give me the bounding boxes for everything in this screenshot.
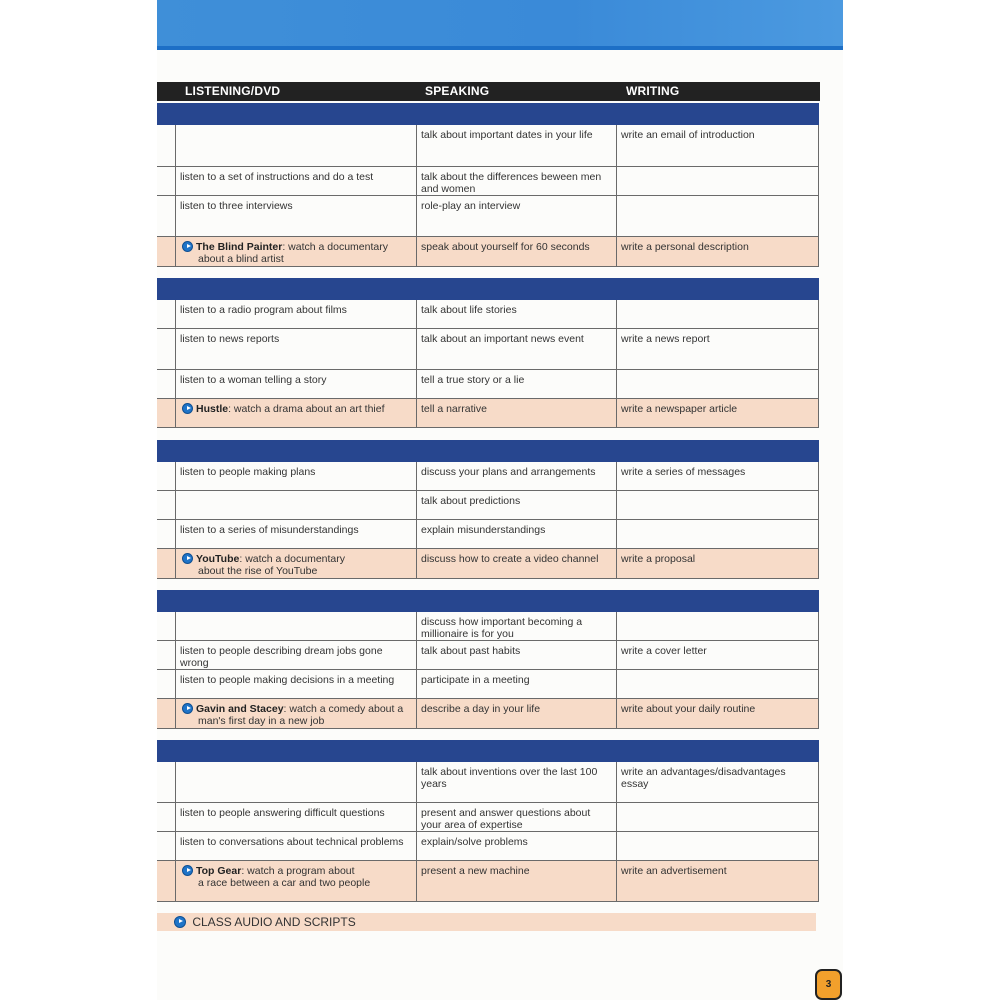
row-gutter xyxy=(157,670,176,698)
speaking-cell xyxy=(417,196,617,236)
writing-text: write a personal description xyxy=(621,241,749,253)
listening-cell xyxy=(176,549,417,578)
speaking-text: talk about inventions over the last 100 years xyxy=(421,766,598,790)
column-header-speaking: SPEAKING xyxy=(425,84,490,98)
table-row xyxy=(157,520,819,549)
speaking-cell xyxy=(417,699,617,728)
speaking-text: tell a true story or a lie xyxy=(421,374,525,386)
listening-cell xyxy=(176,520,417,548)
unit-header-bar xyxy=(157,103,819,125)
writing-text: write a proposal xyxy=(621,553,696,565)
play-circle-icon[interactable] xyxy=(182,703,193,714)
listening-cell xyxy=(176,329,417,369)
dvd-title: Hustle xyxy=(196,403,229,415)
listening-cell xyxy=(176,699,417,728)
listening-cell xyxy=(176,491,417,519)
writing-text: write a series of messages xyxy=(621,466,746,478)
writing-cell xyxy=(617,329,819,369)
writing-cell xyxy=(617,370,819,398)
speaking-cell xyxy=(417,125,617,166)
writing-cell xyxy=(617,641,819,669)
listening-cell xyxy=(176,670,417,698)
dvd-description: : watch a comedy about a xyxy=(283,703,404,715)
column-header-listening: LISTENING/DVD xyxy=(185,84,281,98)
dvd-row xyxy=(157,237,819,267)
row-gutter xyxy=(157,399,176,427)
table-row xyxy=(157,370,819,399)
speaking-text: discuss how to create a video channel xyxy=(421,553,599,565)
row-gutter xyxy=(157,861,176,901)
row-gutter xyxy=(157,491,176,519)
dvd-row xyxy=(157,699,819,729)
row-gutter xyxy=(157,803,176,831)
dvd-row xyxy=(157,399,819,428)
row-gutter xyxy=(157,370,176,398)
table-row xyxy=(157,462,819,491)
row-gutter xyxy=(157,125,176,166)
writing-text: write a news report xyxy=(621,333,710,345)
dvd-title: Gavin and Stacey xyxy=(196,703,284,715)
speaking-cell xyxy=(417,167,617,195)
speaking-text: explain misunderstandings xyxy=(421,524,546,536)
table-row xyxy=(157,803,819,832)
writing-text: write an email of introduction xyxy=(621,129,755,141)
table-row xyxy=(157,491,819,520)
table-row xyxy=(157,670,819,699)
listening-text: listen to a set of instructions and do a test xyxy=(180,171,374,183)
writing-cell xyxy=(617,300,819,328)
listening-cell xyxy=(176,237,417,266)
row-gutter xyxy=(157,300,176,328)
column-header-bar xyxy=(157,82,820,101)
speaking-text: talk about the differences beween men and women xyxy=(421,171,602,195)
class-audio-label: CLASS AUDIO AND SCRIPTS xyxy=(192,915,356,929)
dvd-title: YouTube xyxy=(196,553,240,565)
top-color-band xyxy=(157,0,843,46)
top-band-line xyxy=(157,46,843,50)
speaking-cell xyxy=(417,520,617,548)
dvd-description-line2: a race between a car and two people xyxy=(198,877,371,889)
speaking-text: talk about predictions xyxy=(421,495,521,507)
listening-cell xyxy=(176,612,417,640)
writing-text: write a newspaper article xyxy=(621,403,738,415)
dvd-description: : watch a documentary xyxy=(239,553,345,565)
dvd-description-line2: man's first day in a new job xyxy=(198,715,325,727)
row-gutter xyxy=(157,167,176,195)
dvd-description: : watch a program about xyxy=(241,865,355,877)
listening-text: listen to people answering difficult questions xyxy=(180,807,385,819)
writing-cell xyxy=(617,612,819,640)
listening-text: listen to conversations about technical problems xyxy=(180,836,404,848)
dvd-row xyxy=(157,549,819,579)
writing-text: write an advertisement xyxy=(621,865,727,877)
speaking-text: talk about life stories xyxy=(421,304,517,316)
row-gutter xyxy=(157,641,176,669)
page-number-badge: 3 xyxy=(815,969,842,1000)
writing-text: write an advantages/disadvantages essay xyxy=(621,766,786,790)
speaking-text: tell a narrative xyxy=(421,403,487,415)
play-circle-icon[interactable] xyxy=(182,241,193,252)
writing-cell xyxy=(617,861,819,901)
column-header-writing: WRITING xyxy=(626,84,680,98)
speaking-cell xyxy=(417,329,617,369)
listening-cell xyxy=(176,861,417,901)
speaking-cell xyxy=(417,399,617,427)
row-gutter xyxy=(157,196,176,236)
speaking-cell xyxy=(417,861,617,901)
speaking-cell xyxy=(417,641,617,669)
dvd-row xyxy=(157,861,819,902)
writing-cell xyxy=(617,125,819,166)
dvd-description-line2: about the rise of YouTube xyxy=(198,565,318,577)
speaking-cell xyxy=(417,762,617,802)
table-row xyxy=(157,329,819,370)
writing-cell xyxy=(617,196,819,236)
listening-text: listen to a radio program about films xyxy=(180,304,347,316)
speaking-text: discuss how important becoming a millionaire is for you xyxy=(421,616,583,640)
listening-cell xyxy=(176,196,417,236)
speaking-text: talk about an important news event xyxy=(421,333,584,345)
writing-cell xyxy=(617,762,819,802)
unit-header-bar xyxy=(157,278,819,300)
writing-cell xyxy=(617,520,819,548)
listening-cell xyxy=(176,803,417,831)
speaking-cell xyxy=(417,549,617,578)
writing-cell xyxy=(617,699,819,728)
row-gutter xyxy=(157,612,176,640)
table-row xyxy=(157,167,819,196)
listening-cell xyxy=(176,641,417,669)
listening-cell xyxy=(176,399,417,427)
speaking-cell xyxy=(417,237,617,266)
speaking-text: speak about yourself for 60 seconds xyxy=(421,241,590,253)
dvd-description: : watch a drama about an art thief xyxy=(228,403,385,415)
dvd-description-line2: about a blind artist xyxy=(198,253,284,265)
listening-text: listen to a woman telling a story xyxy=(180,374,327,386)
writing-cell xyxy=(617,399,819,427)
table-row xyxy=(157,832,819,861)
speaking-cell xyxy=(417,491,617,519)
speaking-text: present a new machine xyxy=(421,865,530,877)
listening-cell xyxy=(176,167,417,195)
unit-header-bar xyxy=(157,590,819,612)
writing-cell xyxy=(617,462,819,490)
listening-cell xyxy=(176,762,417,802)
listening-text: listen to people describing dream jobs gone wrong xyxy=(180,645,383,669)
dvd-title: The Blind Painter xyxy=(196,241,283,253)
speaking-text: discuss your plans and arrangements xyxy=(421,466,596,478)
table-row xyxy=(157,196,819,237)
listening-cell xyxy=(176,832,417,860)
table-row xyxy=(157,612,819,641)
table-row xyxy=(157,641,819,670)
speaking-cell xyxy=(417,300,617,328)
listening-text: listen to people making decisions in a meeting xyxy=(180,674,395,686)
row-gutter xyxy=(157,462,176,490)
dvd-description: : watch a documentary xyxy=(282,241,388,253)
table-row xyxy=(157,762,819,803)
speaking-text: talk about important dates in your life xyxy=(421,129,593,141)
table-row xyxy=(157,300,819,329)
writing-text: write about your daily routine xyxy=(621,703,756,715)
class-audio-bar[interactable] xyxy=(157,913,816,931)
speaking-cell xyxy=(417,670,617,698)
play-circle-icon[interactable] xyxy=(182,553,193,564)
play-circle-icon[interactable] xyxy=(182,403,193,414)
listening-text: listen to news reports xyxy=(180,333,280,345)
listening-cell xyxy=(176,370,417,398)
writing-cell xyxy=(617,237,819,266)
speaking-text: talk about past habits xyxy=(421,645,521,657)
writing-cell xyxy=(617,491,819,519)
row-gutter xyxy=(157,832,176,860)
row-gutter xyxy=(157,699,176,728)
speaking-text: present and answer questions about your area of expertise xyxy=(421,807,591,831)
speaking-text: explain/solve problems xyxy=(421,836,528,848)
dvd-title: Top Gear xyxy=(196,865,242,877)
speaking-text: participate in a meeting xyxy=(421,674,530,686)
speaking-text: role-play an interview xyxy=(421,200,521,212)
row-gutter xyxy=(157,329,176,369)
writing-cell xyxy=(617,549,819,578)
unit-header-bar xyxy=(157,740,819,762)
row-gutter xyxy=(157,762,176,802)
listening-text: listen to a series of misunderstandings xyxy=(180,524,359,536)
writing-cell xyxy=(617,832,819,860)
speaking-cell xyxy=(417,462,617,490)
row-gutter xyxy=(157,549,176,578)
play-circle-icon xyxy=(174,916,186,928)
speaking-cell xyxy=(417,370,617,398)
unit-header-bar xyxy=(157,440,819,462)
writing-cell xyxy=(617,670,819,698)
row-gutter xyxy=(157,520,176,548)
writing-text: write a cover letter xyxy=(621,645,707,657)
writing-cell xyxy=(617,167,819,195)
listening-cell xyxy=(176,462,417,490)
speaking-cell xyxy=(417,612,617,640)
listening-text: listen to people making plans xyxy=(180,466,316,478)
speaking-text: describe a day in your life xyxy=(421,703,541,715)
writing-cell xyxy=(617,803,819,831)
table-row xyxy=(157,125,819,167)
listening-cell xyxy=(176,300,417,328)
row-gutter xyxy=(157,237,176,266)
play-circle-icon[interactable] xyxy=(182,865,193,876)
listening-cell xyxy=(176,125,417,166)
speaking-cell xyxy=(417,832,617,860)
listening-text: listen to three interviews xyxy=(180,200,293,212)
speaking-cell xyxy=(417,803,617,831)
